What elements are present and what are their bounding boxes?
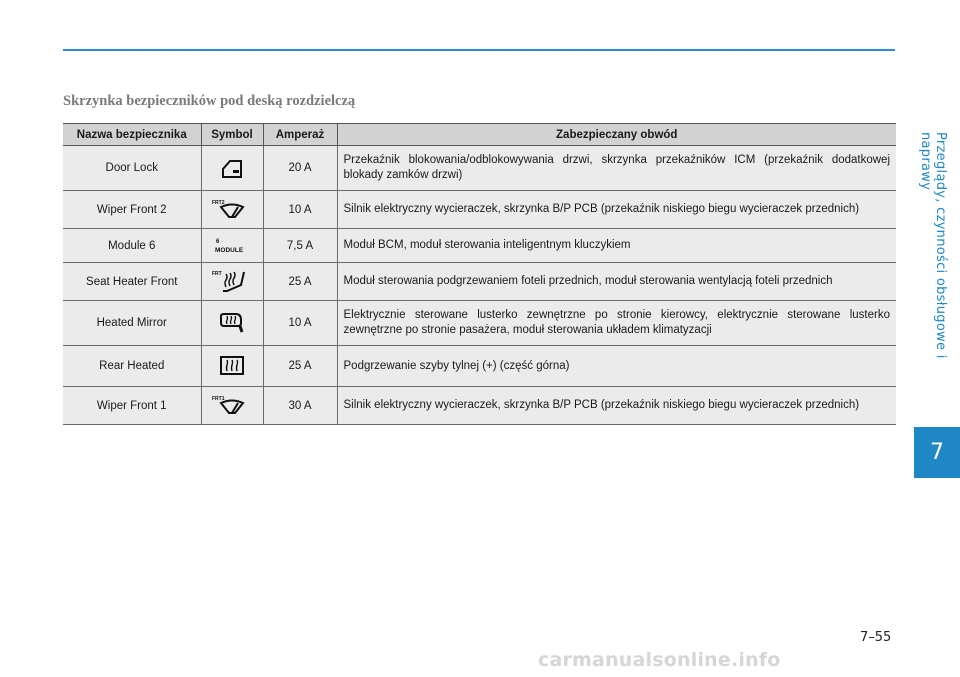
top-rule <box>63 49 895 51</box>
fuse-name: Wiper Front 1 <box>63 387 201 425</box>
door-lock-icon <box>220 157 244 179</box>
header-circuit: Zabezpieczany obwód <box>337 124 896 146</box>
fuse-circuit: Przekaźnik blokowania/odblokowywania drzwi, skrzynka przekaźników ICM (przekaźnik dodatkowej blokady zamków drzwi) <box>337 146 896 191</box>
fuse-circuit: Moduł BCM, moduł sterowania inteligentnym kluczykiem <box>337 229 896 263</box>
table-row <box>63 146 896 191</box>
fuse-amperage: 25 A <box>263 263 337 301</box>
fuse-name: Seat Heater Front <box>63 263 201 301</box>
fuse-name: Module 6 <box>63 229 201 263</box>
heated-mirror-icon <box>218 312 246 334</box>
fuse-amperage: 30 A <box>263 387 337 425</box>
wiper-front-2-icon <box>211 198 253 222</box>
table-row <box>63 191 896 229</box>
header-amperage: Amperaż <box>263 124 337 146</box>
table-row <box>63 263 896 301</box>
section-title: Skrzynka bezpieczników pod deską rozdzielczą <box>63 93 356 109</box>
table-row <box>63 301 896 346</box>
page-number: 7–55 <box>860 630 892 645</box>
fuse-circuit: Silnik elektryczny wycieraczek, skrzynka B/P PCB (przekaźnik niskiego biegu wycieraczek przednich) <box>337 191 896 229</box>
table-row <box>63 346 896 387</box>
symbol-label: FRT <box>212 270 222 277</box>
table-row <box>63 229 896 263</box>
fuse-name: Rear Heated <box>63 346 201 387</box>
rear-heated-icon <box>219 355 245 377</box>
table-header-row <box>63 124 896 146</box>
wiper-front-1-icon <box>211 394 253 418</box>
symbol-number: 6 <box>216 238 220 245</box>
fuse-amperage: 10 A <box>263 301 337 346</box>
fuse-circuit: Silnik elektryczny wycieraczek, skrzynka B/P PCB (przekaźnik niskiego biegu wycieraczek przednich) <box>337 387 896 425</box>
fuse-circuit: Podgrzewanie szyby tylnej (+) (część górna) <box>337 346 896 387</box>
seat-heater-front-icon <box>211 269 253 295</box>
watermark: carmanualsonline.info <box>538 649 781 671</box>
fuse-amperage: 7,5 A <box>263 229 337 263</box>
symbol-label: MODULE <box>215 246 244 254</box>
header-symbol: Symbol <box>201 124 263 146</box>
fuse-name: Door Lock <box>63 146 201 191</box>
symbol-label: FRT2 <box>212 199 225 206</box>
symbol-label: FRT1 <box>212 395 225 402</box>
module-6-icon <box>211 236 253 256</box>
fuse-amperage: 10 A <box>263 191 337 229</box>
chapter-number: 7 <box>930 440 944 465</box>
fuse-table <box>63 123 896 425</box>
fuse-name: Wiper Front 2 <box>63 191 201 229</box>
chapter-side-label: Przeglądy, czynności obsługowe i naprawy <box>918 132 948 359</box>
fuse-name: Heated Mirror <box>63 301 201 346</box>
fuse-circuit: Elektrycznie sterowane lusterko zewnętrzne po stronie kierowcy, elektrycznie sterowane lusterko zewnętrzne po stronie pasażera, moduł sterowania układem klimatyzacji <box>337 301 896 346</box>
chapter-tab[interactable] <box>914 427 960 478</box>
fuse-circuit: Moduł sterowania podgrzewaniem foteli przednich, moduł sterowania wentylacją foteli przednich <box>337 263 896 301</box>
header-fuse-name: Nazwa bezpiecznika <box>63 124 201 146</box>
fuse-amperage: 25 A <box>263 346 337 387</box>
fuse-amperage: 20 A <box>263 146 337 191</box>
table-row <box>63 387 896 425</box>
